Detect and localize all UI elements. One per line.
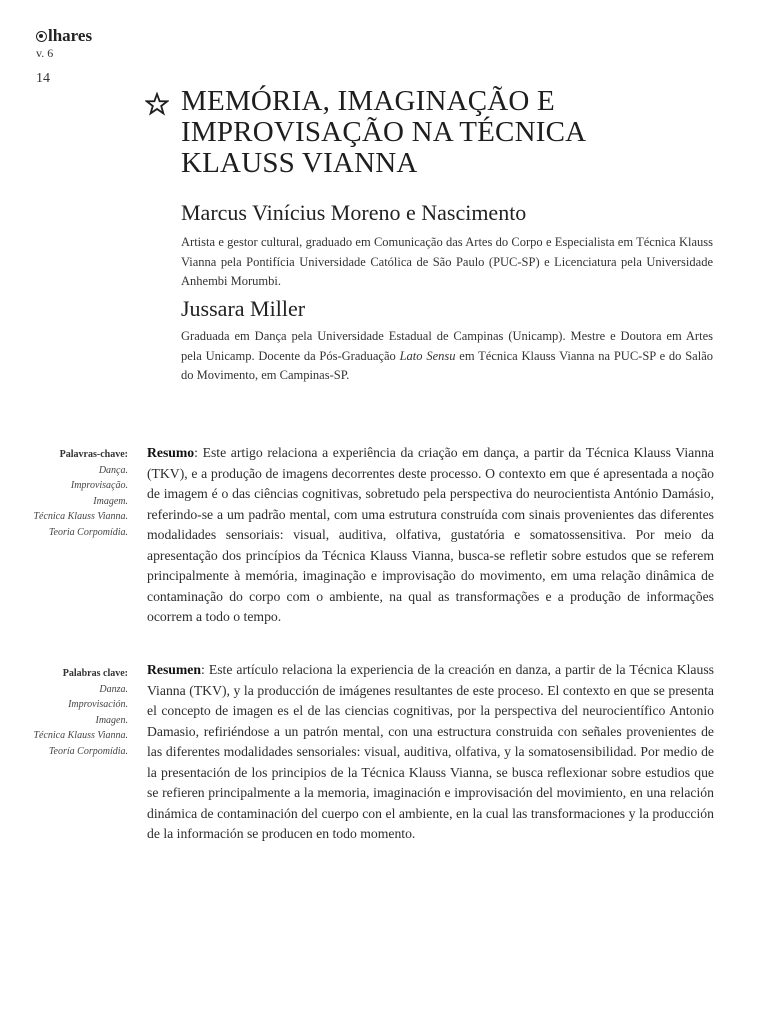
journal-name: lhares [48, 26, 93, 45]
keyword: Improvisação. [70, 480, 128, 491]
keywords-heading: Palavras-chave: [59, 449, 128, 460]
abstract-es [147, 660, 714, 845]
keywords-pt [18, 447, 128, 540]
keyword: Técnica Klauss Vianna. [33, 730, 128, 741]
title-line: MEMÓRIA, IMAGINAÇÃO E [181, 85, 555, 117]
title-line: KLAUSS VIANNA [181, 147, 418, 179]
author-name: Jussara Miller [181, 296, 306, 321]
abstract-text: : Este artigo relaciona a experiência da criação em dança, a partir da Técnica Klauss Vianna (TKV), e a produção de imagens decorrentes deste processo. O contexto em que é apresentada a noção de imagem é o das ciências cognitivas, sobretudo pela perspectiva do neurocientista António Damásio, referindo-se a um padrão mental, com uma estrutura construída com sinais provenientes das diferentes modalidades sensoriais: visual, auditiva, olfativa, gustatória e somatossensitiva. Por meio da apresentação dos princípios da Técnica Klauss Vianna, busca-se refletir sobre estudos que se referem principalmente à memória, imaginação e improvisação do movimento, em uma relação dinâmica de contaminação do corpo com o ambiente, na qual as transformações e a produção de informações ocorrem a todo o tempo. [147, 445, 714, 624]
journal-logo-icon [36, 31, 47, 42]
journal-logo [36, 26, 92, 46]
author-name: Marcus Vinícius Moreno e Nascimento [181, 200, 527, 225]
keyword: Imagem. [93, 495, 128, 507]
keyword: Improvisación. [68, 699, 128, 710]
italic-term: Lato Sensu [399, 348, 456, 363]
abstract-label: Resumo [147, 445, 195, 460]
volume-label: v. 6 [36, 46, 54, 60]
title-line: IMPROVISAÇÃO NA TÉCNICA [181, 116, 587, 148]
star-icon [145, 92, 169, 116]
keywords-heading: Palabras clave: [62, 668, 128, 679]
page-number: 14 [36, 71, 50, 86]
keyword: Dança. [98, 464, 128, 476]
abstract-label: Resumen [147, 662, 201, 677]
keywords-es [18, 666, 128, 759]
author-bio: Artista e gestor cultural, graduado em Comunicação das Artes do Corpo e Especialista em Técnica Klauss Vianna pela Pontifícia Universidade Católica de São Paulo (PUC-SP) e Licenciatura pela Universidade Anhembi Morumbi. [181, 235, 713, 288]
keyword: Imagen. [95, 714, 128, 726]
keyword: Danza. [99, 683, 128, 695]
article-title [181, 86, 681, 179]
abstract-pt [147, 443, 714, 628]
abstract-text: : Este artículo relaciona la experiencia de la creación en danza, a partir de la Técnica Klauss Vianna (TKV), y la producción de imágenes resultantes de este proceso. El contexto en que se presenta el concepto de imagen es el de las ciencias cognitivas, por la perspectiva del neurocientífico Antonio Damasio, refiriéndose a un patrón mental, con una estructura construida con señales provenientes de las diferentes modalidades sensoriales: visual, auditiva, olfativa, y la somatosensibilidad. Por medio de la presentación de los principios de la Técnica Klauss Vianna, se busca reflexionar sobre estudios que se refieren principalmente a la memoria, imaginación e improvisación del movimiento, en una relación dinámica de contaminación del cuerpo con el ambiente, en la cual las transformaciones y la producción de la información se producen en todo momento. [147, 662, 714, 841]
keyword: Teoria Corpomídia. [48, 526, 128, 538]
author-bio: Graduada em Dança pela Universidade Estadual de Campinas (Unicamp). Mestre e Doutora em Artes pela Unicamp. Docente da Pós-Graduação Lato Sensu em Técnica Klauss Vianna na PUC-SP e do Salão do Movimento, em Campinas-SP. [181, 329, 713, 382]
keyword: Técnica Klauss Vianna. [33, 511, 128, 522]
keyword: Teoría Corpomídia. [48, 745, 128, 757]
